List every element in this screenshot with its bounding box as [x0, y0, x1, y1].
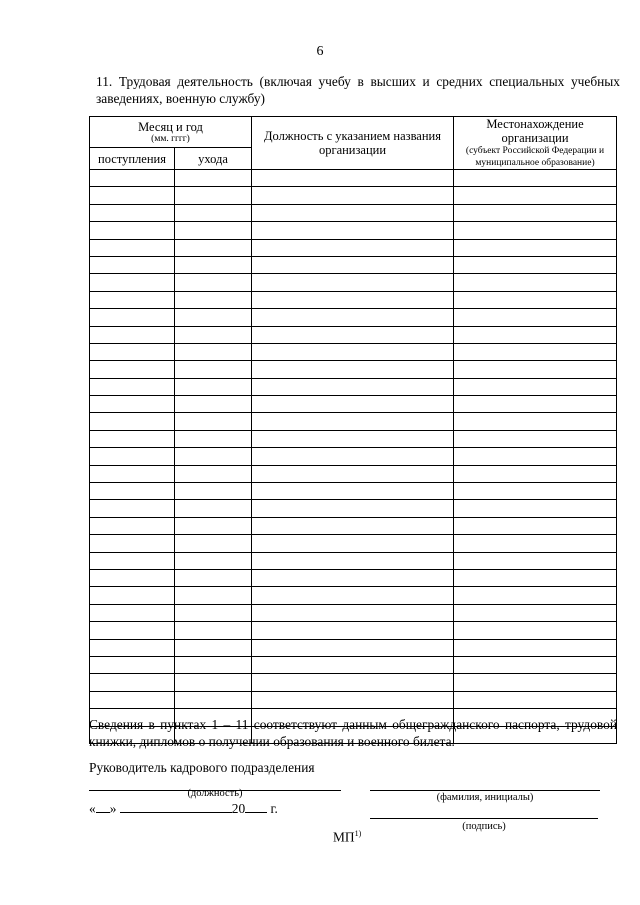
location-cell[interactable] — [454, 396, 617, 413]
signature-line[interactable] — [370, 818, 598, 819]
table-row — [90, 465, 617, 482]
location-cell[interactable] — [454, 222, 617, 239]
start-date-cell[interactable] — [90, 622, 175, 639]
start-date-cell[interactable] — [90, 604, 175, 621]
end-date-cell[interactable] — [175, 465, 252, 482]
table-row — [90, 674, 617, 691]
location-header — [454, 117, 617, 170]
location-cell[interactable] — [454, 326, 617, 343]
position-cell[interactable] — [252, 378, 454, 395]
table-row — [90, 483, 617, 500]
location-label: Местонахождение организации — [486, 117, 584, 145]
position-cell[interactable] — [252, 674, 454, 691]
month-year-label: Месяц и год — [138, 119, 203, 134]
end-date-cell[interactable] — [175, 222, 252, 239]
end-date-cell[interactable] — [175, 604, 252, 621]
location-detail: (субъект Российской Федерации и муниципальное образование) — [465, 146, 605, 168]
employment-history-table — [89, 116, 617, 744]
page-number: 6 — [316, 44, 324, 59]
location-cell[interactable] — [454, 309, 617, 326]
start-date-cell[interactable] — [90, 674, 175, 691]
date-close-quote: » — [109, 801, 117, 816]
start-date-cell[interactable] — [90, 396, 175, 413]
end-date-header: ухода — [175, 148, 252, 170]
start-date-cell[interactable] — [90, 552, 175, 569]
table-row — [90, 691, 617, 708]
position-cell[interactable] — [252, 656, 454, 673]
start-date-cell[interactable] — [90, 413, 175, 430]
table-row — [90, 604, 617, 621]
end-date-cell[interactable] — [175, 569, 252, 586]
position-cell[interactable] — [252, 483, 454, 500]
location-cell[interactable] — [454, 483, 617, 500]
employment-table-wrapper — [89, 116, 617, 744]
location-cell[interactable] — [454, 587, 617, 604]
table-row — [90, 396, 617, 413]
position-cell[interactable] — [252, 465, 454, 482]
position-cell[interactable] — [252, 430, 454, 447]
location-cell[interactable] — [454, 430, 617, 447]
end-date-cell[interactable] — [175, 239, 252, 256]
table-row — [90, 222, 617, 239]
table-row — [90, 187, 617, 204]
position-cell[interactable] — [252, 587, 454, 604]
start-date-cell[interactable] — [90, 343, 175, 360]
start-date-cell[interactable] — [90, 691, 175, 708]
position-header: Должность с указанием названия организации — [252, 117, 454, 170]
table-row — [90, 326, 617, 343]
location-cell[interactable] — [454, 535, 617, 552]
position-cell[interactable] — [252, 343, 454, 360]
start-date-cell[interactable] — [90, 239, 175, 256]
month-year-header — [90, 117, 252, 148]
end-date-cell[interactable] — [175, 622, 252, 639]
location-cell[interactable] — [454, 413, 617, 430]
position-cell[interactable] — [252, 309, 454, 326]
start-date-cell[interactable] — [90, 448, 175, 465]
table-row — [90, 517, 617, 534]
start-date-cell[interactable] — [90, 378, 175, 395]
position-cell[interactable] — [252, 569, 454, 586]
location-cell[interactable] — [454, 465, 617, 482]
position-cell[interactable] — [252, 256, 454, 273]
position-cell[interactable] — [252, 204, 454, 221]
end-date-cell[interactable] — [175, 587, 252, 604]
date-suffix: г. — [270, 801, 278, 816]
table-row — [90, 448, 617, 465]
location-cell[interactable] — [454, 448, 617, 465]
start-date-cell[interactable] — [90, 291, 175, 308]
start-date-cell[interactable] — [90, 326, 175, 343]
end-date-cell[interactable] — [175, 483, 252, 500]
table-row — [90, 256, 617, 273]
location-cell[interactable] — [454, 343, 617, 360]
date-open-quote: « — [89, 801, 96, 816]
position-cell[interactable] — [252, 639, 454, 656]
position-cell[interactable] — [252, 291, 454, 308]
date-year-prefix: 20 — [231, 801, 246, 816]
date-field — [89, 801, 278, 817]
end-date-cell[interactable] — [175, 535, 252, 552]
location-cell[interactable] — [454, 604, 617, 621]
position-cell[interactable] — [252, 448, 454, 465]
start-date-cell[interactable] — [90, 483, 175, 500]
section-title: 11. Трудовая деятельность (включая учебу в высших и средних специальных учебных заведениях, военную службу) — [96, 74, 620, 106]
table-row — [90, 309, 617, 326]
location-cell[interactable] — [454, 500, 617, 517]
end-date-cell[interactable] — [175, 552, 252, 569]
location-cell[interactable] — [454, 674, 617, 691]
position-cell[interactable] — [252, 552, 454, 569]
end-date-cell[interactable] — [175, 448, 252, 465]
end-date-cell[interactable] — [175, 361, 252, 378]
table-row — [90, 239, 617, 256]
table-row — [90, 552, 617, 569]
name-caption: (фамилия, инициалы) — [436, 792, 534, 803]
location-cell[interactable] — [454, 622, 617, 639]
position-cell[interactable] — [252, 604, 454, 621]
position-cell[interactable] — [252, 413, 454, 430]
end-date-cell[interactable] — [175, 413, 252, 430]
start-date-cell[interactable] — [90, 204, 175, 221]
position-cell[interactable] — [252, 170, 454, 187]
end-date-cell[interactable] — [175, 430, 252, 447]
table-row — [90, 274, 617, 291]
end-date-cell[interactable] — [175, 291, 252, 308]
position-cell[interactable] — [252, 222, 454, 239]
location-cell[interactable] — [454, 291, 617, 308]
position-cell[interactable] — [252, 274, 454, 291]
end-date-cell[interactable] — [175, 256, 252, 273]
position-caption: (должность) — [187, 788, 243, 799]
end-date-cell[interactable] — [175, 500, 252, 517]
position-cell[interactable] — [252, 622, 454, 639]
location-cell[interactable] — [454, 552, 617, 569]
hr-head-label: Руководитель кадрового подразделения — [89, 760, 315, 775]
position-cell[interactable] — [252, 500, 454, 517]
position-cell[interactable] — [252, 535, 454, 552]
table-row — [90, 500, 617, 517]
date-month-blank[interactable] — [120, 801, 232, 813]
table-row — [90, 430, 617, 447]
location-cell[interactable] — [454, 274, 617, 291]
start-date-cell[interactable] — [90, 639, 175, 656]
position-cell[interactable] — [252, 187, 454, 204]
location-cell[interactable] — [454, 187, 617, 204]
location-cell[interactable] — [454, 656, 617, 673]
position-cell[interactable] — [252, 517, 454, 534]
position-cell[interactable] — [252, 361, 454, 378]
table-row — [90, 170, 617, 187]
table-row — [90, 343, 617, 360]
table-row — [90, 639, 617, 656]
seal-footnote: 1) — [354, 829, 362, 838]
end-date-cell[interactable] — [175, 674, 252, 691]
end-date-cell[interactable] — [175, 517, 252, 534]
location-cell[interactable] — [454, 691, 617, 708]
start-date-cell[interactable] — [90, 274, 175, 291]
start-date-cell[interactable] — [90, 656, 175, 673]
table-row — [90, 413, 617, 430]
verification-note: Сведения в пунктах 1 – 11 соответствуют данным общегражданского паспорта, трудовой книжки, дипломов о получении образования и военного билета. — [89, 717, 617, 749]
end-date-cell[interactable] — [175, 170, 252, 187]
location-cell[interactable] — [454, 239, 617, 256]
table-row — [90, 535, 617, 552]
start-date-cell[interactable] — [90, 187, 175, 204]
start-date-cell[interactable] — [90, 170, 175, 187]
end-date-cell[interactable] — [175, 691, 252, 708]
location-cell[interactable] — [454, 361, 617, 378]
end-date-cell[interactable] — [175, 656, 252, 673]
start-date-cell[interactable] — [90, 309, 175, 326]
start-date-cell[interactable] — [90, 535, 175, 552]
end-date-cell[interactable] — [175, 639, 252, 656]
end-date-cell[interactable] — [175, 204, 252, 221]
seal-text: МП — [333, 829, 355, 845]
table-row — [90, 378, 617, 395]
location-cell[interactable] — [454, 639, 617, 656]
date-day-blank[interactable] — [96, 801, 110, 813]
location-cell[interactable] — [454, 256, 617, 273]
start-date-cell[interactable] — [90, 465, 175, 482]
end-date-cell[interactable] — [175, 309, 252, 326]
date-year-blank[interactable] — [245, 801, 267, 813]
end-date-cell[interactable] — [175, 187, 252, 204]
table-row — [90, 656, 617, 673]
start-date-cell[interactable] — [90, 430, 175, 447]
signature-caption: (подпись) — [462, 821, 506, 832]
table-row — [90, 291, 617, 308]
start-date-cell[interactable] — [90, 361, 175, 378]
name-line[interactable] — [370, 790, 600, 791]
position-cell[interactable] — [252, 326, 454, 343]
end-date-cell[interactable] — [175, 378, 252, 395]
table-row — [90, 587, 617, 604]
end-date-cell[interactable] — [175, 343, 252, 360]
location-cell[interactable] — [454, 569, 617, 586]
end-date-cell[interactable] — [175, 326, 252, 343]
position-cell[interactable] — [252, 239, 454, 256]
seal-label — [333, 829, 361, 845]
start-date-cell[interactable] — [90, 569, 175, 586]
start-date-cell[interactable] — [90, 222, 175, 239]
start-date-header: поступления — [90, 148, 175, 170]
table-row — [90, 361, 617, 378]
table-row — [90, 569, 617, 586]
table-row — [90, 204, 617, 221]
start-date-cell[interactable] — [90, 256, 175, 273]
month-year-format: (мм. гггг) — [151, 133, 190, 144]
location-cell[interactable] — [454, 170, 617, 187]
start-date-cell[interactable] — [90, 587, 175, 604]
start-date-cell[interactable] — [90, 517, 175, 534]
location-cell[interactable] — [454, 204, 617, 221]
position-cell[interactable] — [252, 691, 454, 708]
location-cell[interactable] — [454, 378, 617, 395]
position-cell[interactable] — [252, 396, 454, 413]
start-date-cell[interactable] — [90, 500, 175, 517]
end-date-cell[interactable] — [175, 396, 252, 413]
location-cell[interactable] — [454, 517, 617, 534]
table-row — [90, 622, 617, 639]
end-date-cell[interactable] — [175, 274, 252, 291]
